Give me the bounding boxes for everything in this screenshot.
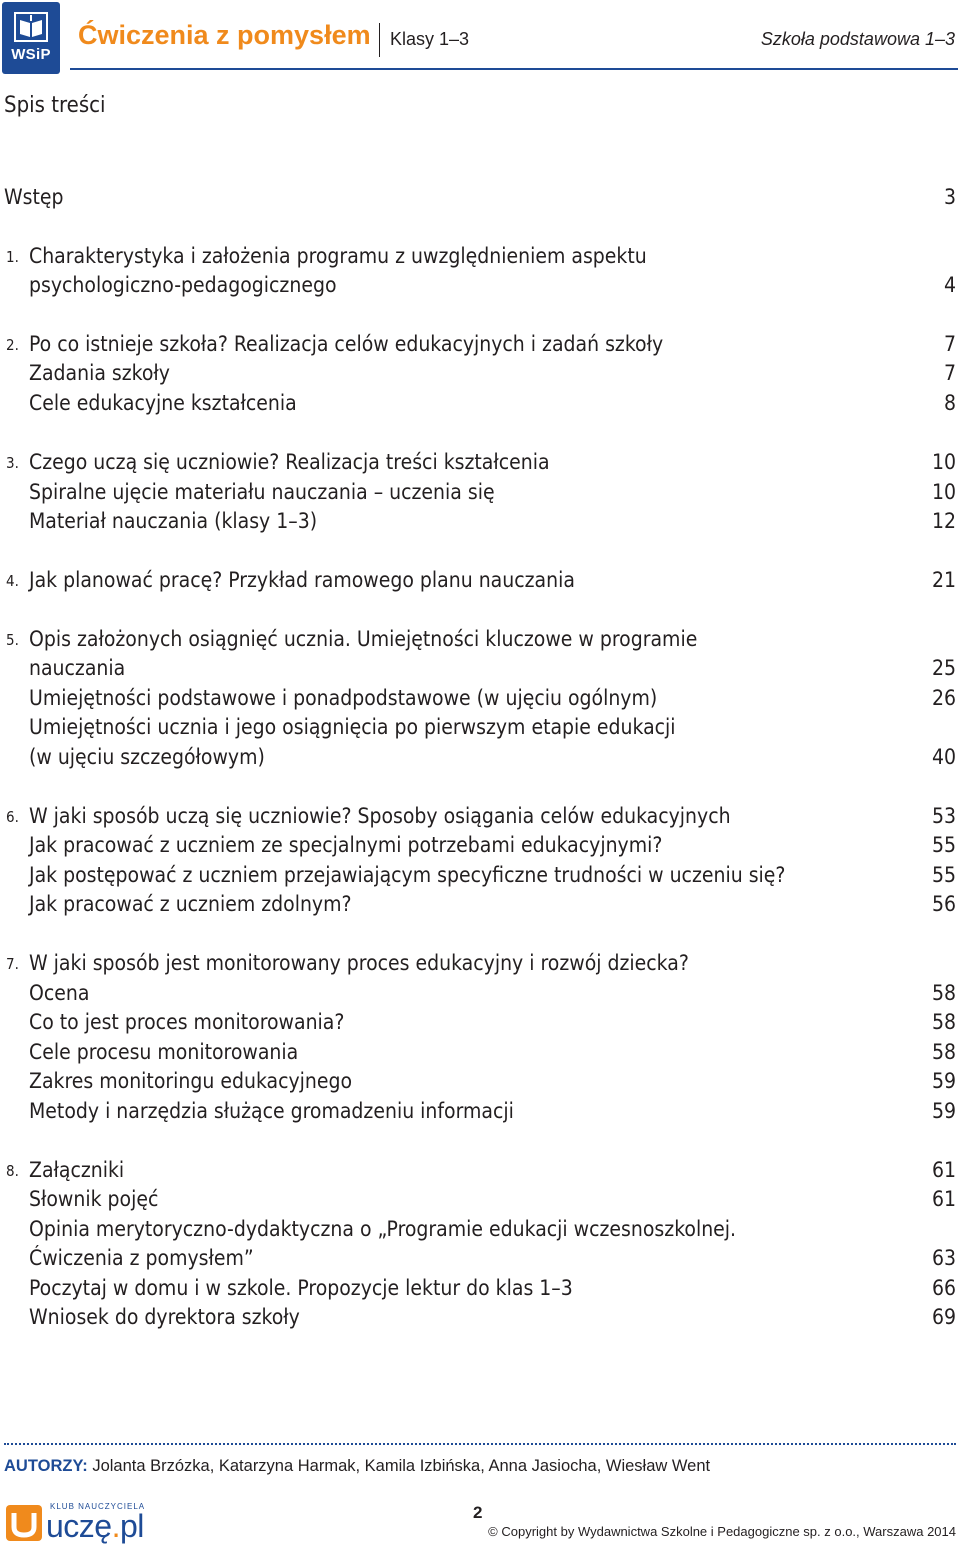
toc-entry [0,447,960,477]
toc-entry [0,683,960,713]
club-name-domain: pl [119,1508,144,1544]
toc-entry [0,653,960,683]
toc-entry [0,1007,960,1037]
toc-entry-title: Jak postępować z uczniem przejawiającym specyficzne trudności w uczeniu się? [29,863,786,887]
toc-entry-page: 63 [931,1246,956,1270]
toc-entry [0,182,960,212]
toc-entry-title: Czego uczą się uczniowie? Realizacja treści kształcenia [29,450,550,474]
toc-entry-page: 61 [931,1187,956,1211]
toc-entry-page: 58 [931,1040,956,1064]
toc-entry [0,948,960,978]
toc-entry [0,1066,960,1096]
toc-entry-title: Metody i narzędzia służące gromadzeniu informacji [29,1099,514,1123]
toc-entry-title: Ćwiczenia z pomysłem” [29,1246,254,1270]
toc-entry-title: Słownik pojęć [29,1187,159,1211]
toc-entry [0,712,960,742]
toc-entry [0,889,960,919]
toc-entry-page: 58 [931,1010,956,1034]
toc-entry-title: Jak pracować z uczniem zdolnym? [29,892,352,916]
toc-entry [0,388,960,418]
toc-entry [0,624,960,654]
toc-entry [0,742,960,772]
toc-entry-number: 2. [6,336,19,354]
toc-entry-title: nauczania [29,656,126,680]
toc-entry [0,801,960,831]
toc-entry-title: Opinia merytoryczno-dydaktyczna o „Programie edukacji wczesnoszkolnej. [29,1217,737,1241]
header-rule [70,68,958,70]
toc-entry-page: 10 [931,480,956,504]
footer-rule [4,1443,956,1445]
club-name-dot: . [111,1508,120,1544]
toc-entry-page: 58 [931,981,956,1005]
toc-entry-number: 3. [6,454,19,472]
book-icon [14,12,48,42]
toc-entry [0,1302,960,1332]
wsip-logo [2,2,60,74]
toc-entry [0,506,960,536]
toc-entry [0,565,960,595]
logo-text: WSiP [11,46,51,63]
toc-entry-title: psychologiczno-pedagogicznego [29,273,337,297]
toc-entry [0,1214,960,1244]
toc-entry [0,978,960,1008]
toc-entry-page: 55 [931,833,956,857]
toc-entry [0,1243,960,1273]
toc-entry-page: 66 [931,1276,956,1300]
toc-entry-title: W jaki sposób uczą się uczniowie? Sposoby osiągania celów edukacyjnych [29,804,731,828]
toc-entry-page: 3 [943,185,956,209]
toc-entry-title: Cele edukacyjne kształcenia [29,391,297,415]
toc-entry-page: 10 [931,450,956,474]
toc-entry-number: 5. [6,631,19,649]
toc-entry-title: Umiejętności ucznia i jego osiągnięcia po pierwszym etapie edukacji [29,715,676,739]
toc-entry-page: 40 [931,745,956,769]
toc-entry-title: Cele procesu monitorowania [29,1040,299,1064]
toc-entry-title: Co to jest proces monitorowania? [29,1010,345,1034]
toc-entry [0,329,960,359]
club-logo-icon [4,1503,44,1543]
toc-entry-title: Ocena [29,981,90,1005]
toc-heading: Spis treści [4,93,106,118]
toc-entry-page: 59 [931,1069,956,1093]
toc-entry [0,830,960,860]
toc-entry-title: Spiralne ujęcie materiału nauczania – uczenia się [29,480,495,504]
toc-entry-page: 26 [931,686,956,710]
club-name [46,1508,144,1545]
copyright: © Copyright by Wydawnictwa Szkolne i Pedagogiczne sp. z o.o., Warszawa 2014 [488,1524,956,1539]
toc-entry-page: 69 [931,1305,956,1329]
toc-entry-page: 8 [943,391,956,415]
toc-entry-title: Opis założonych osiągnięć ucznia. Umiejętności kluczowe w programie [29,627,698,651]
toc-entry-page: 12 [931,509,956,533]
toc-entry-title: Jak pracować z uczniem ze specjalnymi potrzebami edukacyjnymi? [29,833,663,857]
toc-entry-title: Wniosek do dyrektora szkoły [29,1305,300,1329]
toc-entry-page: 21 [931,568,956,592]
series-title: Ćwiczenia z pomysłem [78,20,371,50]
toc-entry-title: Załączniki [29,1158,125,1182]
toc-entry-number: 4. [6,572,19,590]
toc-entry [0,358,960,388]
toc-entry-title: Wstęp [4,185,64,209]
toc-entry-title: Zadania szkoły [29,361,170,385]
school-label: Szkoła podstawowa 1–3 [760,29,955,49]
toc-entry-page: 7 [943,361,956,385]
classes-label: Klasy 1–3 [390,29,470,49]
toc-entry-title: Po co istnieje szkoła? Realizacja celów edukacyjnych i zadań szkoły [29,332,664,356]
toc-entry-title: Charakterystyka i założenia programu z uwzględnieniem aspektu [29,244,647,268]
toc-entry-number: 1. [6,248,19,266]
toc-entry-title: (w ujęciu szczegółowym) [29,745,265,769]
toc-entry [0,270,960,300]
toc-entry [0,241,960,271]
toc-entry-number: 7. [6,955,19,973]
toc-entry [0,1096,960,1126]
authors-line [4,1457,710,1476]
toc-entry-title: Materiał nauczania (klasy 1–3) [29,509,318,533]
club-name-part: uczę [46,1508,112,1544]
toc-entry [0,1273,960,1303]
toc-entry-page: 56 [931,892,956,916]
toc-entry-page: 53 [931,804,956,828]
toc-entry [0,477,960,507]
page-number: 2 [473,1503,483,1522]
toc-entry-page: 4 [943,273,956,297]
toc-entry-title: Zakres monitoringu edukacyjnego [29,1069,353,1093]
toc-entry-page: 25 [931,656,956,680]
authors-label: AUTORZY: [4,1457,88,1475]
club-subtitle: KLUB NAUCZYCIELA [50,1502,146,1511]
toc-entry-title: W jaki sposób jest monitorowany proces edukacyjny i rozwój dziecka? [29,951,689,975]
toc-entry [0,1037,960,1067]
toc-entry-title: Poczytaj w domu i w szkole. Propozycje lektur do klas 1–3 [29,1276,573,1300]
header-divider [379,23,380,57]
toc-entry-page: 61 [931,1158,956,1182]
toc-entry [0,1155,960,1185]
authors-names: Jolanta Brzózka, Katarzyna Harmak, Kamila Izbińska, Anna Jasiocha, Wiesław Went [92,1457,711,1475]
toc-entry [0,1184,960,1214]
toc-entry-page: 59 [931,1099,956,1123]
toc-entry-page: 55 [931,863,956,887]
toc-entry [0,860,960,890]
toc-entry-page: 7 [943,332,956,356]
toc-entry-title: Jak planować pracę? Przykład ramowego planu nauczania [29,568,575,592]
toc-entry-number: 6. [6,808,19,826]
toc-entry-number: 8. [6,1162,19,1180]
toc-entry-title: Umiejętności podstawowe i ponadpodstawowe (w ujęciu ogólnym) [29,686,658,710]
